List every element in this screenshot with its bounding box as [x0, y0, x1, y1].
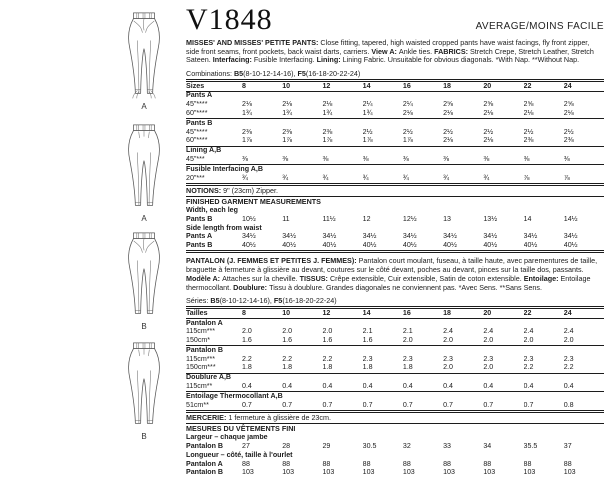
section-title-row	[186, 318, 604, 327]
size-col-header: 14	[363, 308, 403, 319]
value-cell: ⅜	[282, 155, 289, 163]
value-cell: 2.4	[523, 327, 534, 336]
view-label: B	[141, 322, 147, 331]
value-cell: 2.1	[402, 327, 413, 336]
table-row	[186, 337, 604, 346]
value-cell: 103	[563, 468, 576, 477]
value-cell: 1¾	[242, 109, 252, 118]
value-cell: 34½	[282, 232, 297, 241]
table-row	[186, 233, 604, 242]
size-col-header: 20	[483, 308, 523, 319]
section-title: Fusible Interfacing A,B	[186, 165, 604, 174]
value-cell: ¾	[362, 173, 369, 182]
table-row	[186, 401, 604, 411]
size-header-row	[186, 81, 604, 92]
technical-drawings-column	[0, 0, 186, 450]
yardage-table-english	[186, 79, 604, 186]
value-cell: 2⅜	[563, 136, 574, 145]
value-cell: 2.0	[523, 336, 534, 345]
view-b-back-figure	[118, 340, 170, 441]
size-col-header: 14	[363, 81, 403, 92]
view-label: A	[141, 214, 147, 223]
size-col-header: 12	[322, 81, 362, 92]
row-label: Pantalon A	[186, 459, 223, 468]
value-cell: 2⅛	[402, 109, 413, 118]
section-title-row	[186, 91, 604, 100]
size-col-header: 20	[483, 81, 523, 92]
value-cell: 2.4	[443, 327, 453, 336]
value-cell: 0.4	[402, 382, 413, 391]
mercerie-line: MERCERIE: 1 fermeture à glissière de 23cm.	[186, 413, 604, 424]
size-col-header: 18	[443, 308, 483, 319]
value-cell: 1¾	[362, 109, 373, 118]
value-cell: 103	[402, 468, 415, 477]
value-cell: ⅜	[523, 155, 530, 163]
value-cell: 32	[402, 442, 411, 450]
table-row	[186, 355, 604, 364]
section-title-row	[186, 165, 604, 174]
value-cell: 2⅛	[483, 136, 494, 145]
section-title: Entoilage Thermocollant A,B	[186, 392, 604, 401]
difficulty-label: AVERAGE/MOINS FACILE	[475, 21, 604, 32]
value-cell: 2.0	[242, 327, 252, 336]
value-cell: 103	[362, 468, 375, 477]
view-b-front-figure	[118, 230, 170, 331]
value-cell: ⅜	[362, 155, 369, 163]
row-label: Pants B	[186, 241, 213, 250]
pants-b-front-drawing	[121, 230, 167, 322]
row-label: Pants A	[186, 232, 213, 241]
value-cell: ⅜	[242, 155, 248, 163]
value-cell: 30.5	[362, 442, 377, 450]
value-cell: 1.6	[282, 336, 293, 345]
combinations-line: Combinations: B5(8-10-12-14-16), F5(16-18-20-22-24)	[186, 69, 361, 79]
value-cell: 34½	[443, 232, 457, 241]
section-title-row	[186, 146, 604, 155]
value-cell: 1⅞	[322, 136, 333, 145]
value-cell: 2½	[362, 128, 373, 136]
value-cell: 1.8	[322, 363, 333, 372]
size-col-header: 16	[403, 81, 443, 92]
view-label: A	[141, 102, 147, 111]
section-title-row	[186, 392, 604, 401]
value-cell: 2½	[523, 128, 534, 136]
value-cell: ⅞	[523, 173, 530, 182]
value-cell: 1.8	[402, 363, 413, 372]
value-cell: 2.0	[282, 327, 293, 336]
section-title-row	[186, 451, 604, 460]
finished-measurements-table-english	[186, 206, 604, 253]
size-col-header: 22	[524, 308, 564, 319]
value-cell: 1⅞	[242, 136, 252, 145]
section-title-row	[186, 119, 604, 128]
value-cell: 40½	[402, 241, 417, 250]
value-cell: 1.8	[362, 363, 373, 372]
value-cell: 2.0	[322, 327, 333, 336]
value-cell: 34½	[362, 232, 377, 241]
value-cell: 2⅛	[242, 100, 252, 109]
value-cell: 34½	[483, 232, 498, 241]
value-cell: 40½	[362, 241, 377, 250]
value-cell: ¾	[443, 173, 450, 182]
value-cell: 2.0	[443, 336, 453, 345]
value-cell: 2.0	[563, 336, 574, 345]
value-cell: 103	[322, 468, 335, 477]
value-cell: 12½	[402, 215, 417, 223]
value-cell: 1.6	[322, 336, 333, 345]
value-cell: 1.8	[242, 363, 252, 372]
value-cell: 0.7	[242, 401, 252, 409]
section-title: Doublure A,B	[186, 373, 604, 382]
value-cell: 1⅞	[362, 136, 373, 145]
table-row	[186, 328, 604, 337]
section-title: Largeur – chaque jambe	[186, 433, 268, 442]
value-cell: ⅜	[483, 155, 490, 163]
value-cell: 0.4	[483, 382, 494, 391]
description-english: MISSES' AND MISSES' PETITE PANTS: Close fitting, tapered, high waisted cropped pants have waist facings, fly front zipper, side front seams, front pockets, back waist darts, carriers. View A: Ankle ties. FABRICS: Stretch Crepe, Stretch Leather, Stretch Sateen. Interfacing: Fusible Interfacing. Lining: Lining Fabric. Unsuitable for obvious diagonals. *With Nap. **Without Nap.	[186, 38, 594, 65]
value-cell: 2⅛	[282, 100, 293, 109]
value-cell: 14	[523, 215, 532, 223]
row-label: 115cm***	[186, 355, 216, 363]
section-title: Width, each leg	[186, 206, 238, 215]
value-cell: ¾	[402, 173, 409, 182]
size-col-header: 8	[242, 308, 282, 319]
value-cell: 2⅜	[282, 128, 293, 136]
notions-line: NOTIONS: 9" (23cm) Zipper.	[186, 186, 604, 197]
value-cell: 2.3	[443, 355, 453, 363]
size-col-header: 8	[242, 81, 282, 92]
value-cell: 37	[563, 442, 572, 450]
value-cell: 0.7	[362, 401, 373, 409]
row-label: 60"****	[186, 136, 208, 145]
value-cell: 2⅜	[523, 136, 534, 145]
table-row	[186, 155, 604, 164]
table-row	[186, 469, 604, 477]
value-cell: 40½	[242, 241, 256, 250]
value-cell: 2.0	[443, 363, 453, 372]
value-cell: 2½	[483, 128, 494, 136]
table-row	[186, 128, 604, 137]
value-cell: 0.7	[322, 401, 333, 409]
finished-measurements-title-french: MESURES DU VÊTEMENTS FINI	[186, 423, 296, 433]
table-row	[186, 364, 604, 373]
section-title: Pants A	[186, 91, 604, 100]
table-row	[186, 101, 604, 110]
value-cell: 103	[483, 468, 496, 477]
value-cell: 12	[362, 215, 371, 223]
section-title-row	[186, 224, 604, 233]
value-cell: 88	[523, 459, 532, 468]
value-cell: 40½	[282, 241, 297, 250]
value-cell: 2⅛	[443, 109, 453, 118]
row-label: Pantalon B	[186, 442, 224, 450]
row-label: 150cm*	[186, 336, 211, 345]
value-cell: 14½	[563, 215, 578, 223]
value-cell: ⅜	[402, 155, 409, 163]
size-header-row	[186, 308, 604, 319]
value-cell: 0.4	[242, 382, 252, 391]
size-col-header: 16	[403, 308, 443, 319]
value-cell: 0.4	[443, 382, 453, 391]
value-cell: 0.7	[282, 401, 293, 409]
value-cell: 2⅝	[443, 100, 453, 109]
value-cell: 0.7	[523, 401, 534, 409]
section-title: Pantalon A	[186, 318, 604, 327]
value-cell: 103	[443, 468, 455, 477]
row-label: 115cm**	[186, 382, 213, 391]
value-cell: 2.2	[322, 355, 333, 363]
value-cell: ⅜	[563, 155, 570, 163]
value-cell: 88	[563, 459, 572, 468]
pants-a-back-drawing	[121, 122, 167, 214]
size-col-header: 22	[524, 81, 564, 92]
value-cell: 88	[443, 459, 451, 468]
value-cell: 0.4	[523, 382, 534, 391]
size-col-header: 24	[564, 81, 604, 92]
value-cell: 2⅜	[242, 128, 252, 136]
size-col-header: 10	[282, 308, 322, 319]
value-cell: 1.8	[282, 363, 293, 372]
value-cell: 2⅜	[322, 128, 333, 136]
row-label: 45"****	[186, 128, 208, 136]
value-cell: 2.1	[362, 327, 373, 336]
section-title: Lining A,B	[186, 146, 604, 155]
value-cell: 88	[402, 459, 411, 468]
value-cell: 40½	[523, 241, 538, 250]
value-cell: ⅜	[443, 155, 450, 163]
value-cell: 2.2	[563, 363, 574, 372]
row-label: 45"***	[186, 155, 205, 163]
finished-measurements-table-french	[186, 434, 604, 477]
value-cell: 0.7	[402, 401, 413, 409]
table-row	[186, 215, 604, 224]
value-cell: 2½	[443, 128, 453, 136]
value-cell: 34½	[322, 232, 337, 241]
value-cell: 0.8	[563, 401, 574, 409]
value-cell: 2⅛	[483, 109, 494, 118]
value-cell: 2.3	[563, 355, 574, 363]
yardage-table-french	[186, 306, 604, 413]
section-title: Pantalon B	[186, 346, 604, 355]
value-cell: ⅜	[322, 155, 329, 163]
value-cell: 28	[282, 442, 291, 450]
section-title-row	[186, 206, 604, 215]
finished-measurements-title-english: FINISHED GARMENT MEASUREMENTS	[186, 196, 321, 206]
value-cell: 2⅛	[563, 109, 574, 118]
section-title-row	[186, 346, 604, 355]
value-cell: 2.0	[402, 336, 413, 345]
value-cell: 27	[242, 442, 250, 450]
view-label: B	[141, 432, 147, 441]
value-cell: 0.4	[563, 382, 574, 391]
value-cell: ⅞	[563, 173, 570, 182]
value-cell: 34	[483, 442, 492, 450]
value-cell: 2.3	[523, 355, 534, 363]
value-cell: 0.7	[443, 401, 453, 409]
value-cell: 13	[443, 215, 451, 223]
size-col-header: 12	[322, 308, 362, 319]
value-cell: 0.4	[362, 382, 373, 391]
view-a-front-figure	[118, 10, 170, 111]
value-cell: ¾	[483, 173, 490, 182]
value-cell: ¾	[322, 173, 329, 182]
size-col-header: 24	[564, 308, 604, 319]
value-cell: 2.2	[282, 355, 293, 363]
section-title: Side length from waist	[186, 224, 262, 232]
value-cell: 0.7	[483, 401, 494, 409]
value-cell: 1¾	[322, 109, 333, 118]
section-title: Pants B	[186, 119, 604, 128]
value-cell: 34½	[523, 232, 538, 241]
value-cell: 29	[322, 442, 331, 450]
value-cell: 11	[282, 215, 290, 223]
info-panel	[186, 5, 604, 477]
row-label: 45"****	[186, 100, 208, 109]
section-title-row	[186, 373, 604, 382]
section-title: Longueur – côté, taille à l'ourlet	[186, 451, 293, 459]
value-cell: 40½	[322, 241, 337, 250]
row-label: Pantalon B	[186, 468, 224, 477]
value-cell: 103	[242, 468, 254, 477]
value-cell: 2⅛	[443, 136, 453, 145]
value-cell: 2⅛	[322, 100, 333, 109]
value-cell: 2⅛	[523, 109, 534, 118]
value-cell: 2.3	[483, 355, 494, 363]
value-cell: 2.4	[563, 327, 574, 336]
value-cell: 33	[443, 442, 451, 450]
view-a-back-figure	[118, 122, 170, 223]
value-cell: 2.3	[362, 355, 373, 363]
value-cell: 2½	[563, 128, 574, 136]
value-cell: 1.6	[362, 336, 373, 345]
value-cell: 2⅝	[523, 100, 534, 109]
value-cell: 1¾	[282, 109, 293, 118]
size-col-header: 18	[443, 81, 483, 92]
value-cell: 0.4	[322, 382, 333, 391]
value-cell: 2½	[402, 128, 413, 136]
series-line: Séries: B5(8-10-12-14-16), F5(16-18-20-22-24)	[186, 296, 337, 306]
row-label: 115cm***	[186, 327, 216, 336]
value-cell: 34½	[563, 232, 578, 241]
value-cell: ¾	[242, 173, 248, 182]
table-row	[186, 242, 604, 252]
row-label: 51cm**	[186, 401, 209, 409]
table-row	[186, 109, 604, 118]
row-label: Pants B	[186, 215, 213, 223]
pattern-number: V1848	[186, 3, 273, 36]
value-cell: 40½	[563, 241, 578, 250]
value-cell: 35.5	[523, 442, 538, 450]
value-cell: 2.0	[483, 363, 494, 372]
value-cell: 88	[483, 459, 492, 468]
description-french: PANTALON (J. FEMMES ET PETITES J. FEMMES): Pantalon court moulant, fuseau, à taille haute, avec parementures de taille, braguette à fermeture à glissière au devant, coutures sur le côté devant, poches au devant, pinces sur la taille dos, passants. Modèle A: Attaches sur la cheville. TISSUS: Crêpe extensible, Cuir extensible, Satin de coton extensible. Entoilage: Entoilage thermocollant. Doublure: Tissu à doublure. Grandes diagonales ne conviennent pas. *Avec Sens. **Sans Sens.	[186, 256, 598, 292]
value-cell: 0.4	[282, 382, 293, 391]
row-label: 60"****	[186, 109, 208, 118]
value-cell: 34½	[402, 232, 417, 241]
table-row	[186, 137, 604, 146]
value-cell: 2.2	[523, 363, 534, 372]
value-cell: 2.4	[483, 327, 494, 336]
value-cell: 88	[362, 459, 371, 468]
value-cell: 11½	[322, 215, 336, 223]
value-cell: 2.2	[242, 355, 252, 363]
value-cell: 40½	[483, 241, 498, 250]
value-cell: ¾	[282, 173, 289, 182]
value-cell: 1⅞	[282, 136, 293, 145]
value-cell: 2⅝	[483, 100, 494, 109]
value-cell: 2.3	[402, 355, 413, 363]
header-row	[186, 5, 604, 35]
row-label: 150cm***	[186, 363, 216, 372]
size-col-header: 10	[282, 81, 322, 92]
pants-b-back-drawing	[121, 340, 167, 432]
row-label: 20"***	[186, 173, 205, 182]
table-row	[186, 460, 604, 469]
value-cell: 103	[282, 468, 295, 477]
table-row	[186, 174, 604, 184]
value-cell: 13½	[483, 215, 498, 223]
value-cell: 40½	[443, 241, 457, 250]
pants-a-front-drawing	[121, 10, 167, 102]
value-cell: 2¼	[362, 100, 373, 109]
value-cell: 34½	[242, 232, 256, 241]
section-title-row	[186, 434, 604, 443]
value-cell: 2.0	[483, 336, 494, 345]
value-cell: 88	[242, 459, 250, 468]
size-col-header: Sizes	[186, 81, 242, 92]
value-cell: 2⅝	[563, 100, 574, 109]
value-cell: 88	[282, 459, 291, 468]
value-cell: 10½	[242, 215, 256, 223]
value-cell: 2¼	[402, 100, 413, 109]
value-cell: 1⅞	[402, 136, 413, 145]
value-cell: 103	[523, 468, 536, 477]
value-cell: 88	[322, 459, 331, 468]
value-cell: 1.6	[242, 336, 252, 345]
size-col-header: Tailles	[186, 308, 242, 319]
table-row	[186, 382, 604, 391]
